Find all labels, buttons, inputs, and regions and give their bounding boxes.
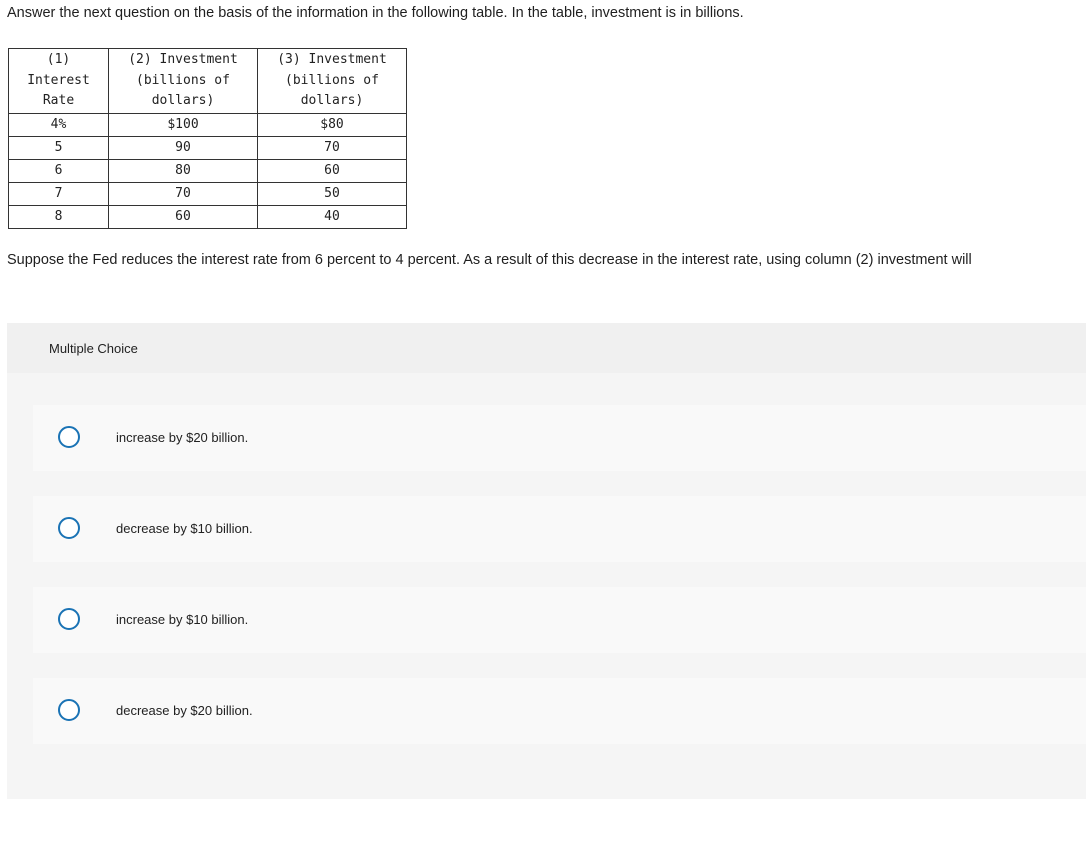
investment-table	[8, 48, 407, 229]
table-cell: 5	[9, 136, 109, 159]
table-cell: 6	[9, 159, 109, 182]
radio-button-icon[interactable]	[58, 426, 80, 448]
table-cell: 40	[258, 205, 407, 228]
table-header-row	[9, 49, 407, 114]
choice-option-3[interactable]	[33, 587, 1086, 653]
radio-button-icon[interactable]	[58, 608, 80, 630]
table-row	[9, 113, 407, 136]
choice-label[interactable]: increase by $20 billion.	[116, 430, 249, 445]
table-cell: 70	[109, 182, 258, 205]
table-cell: 4%	[9, 113, 109, 136]
multiple-choice-title: Multiple Choice	[49, 341, 138, 356]
header-interest-rate	[9, 49, 109, 114]
table-cell: 70	[258, 136, 407, 159]
choice-label[interactable]: increase by $10 billion.	[116, 612, 249, 627]
header-line: (billions of	[285, 72, 379, 88]
multiple-choice-header	[7, 323, 1086, 373]
table-cell: 8	[9, 205, 109, 228]
table-cell: 80	[109, 159, 258, 182]
table-cell: $80	[258, 113, 407, 136]
header-line: dollars)	[300, 93, 364, 108]
header-line: Rate	[42, 93, 75, 108]
header-line: (1)	[46, 52, 71, 67]
choice-label[interactable]: decrease by $20 billion.	[116, 703, 253, 718]
radio-button-icon[interactable]	[58, 517, 80, 539]
table-cell: 60	[109, 205, 258, 228]
header-investment-col3	[258, 49, 407, 114]
choice-option-4[interactable]	[33, 678, 1086, 744]
header-line: dollars)	[151, 93, 215, 108]
table-row	[9, 136, 407, 159]
table-row	[9, 182, 407, 205]
table-cell: 50	[258, 182, 407, 205]
choice-label[interactable]: decrease by $10 billion.	[116, 521, 253, 536]
radio-button-icon[interactable]	[58, 699, 80, 721]
table-row	[9, 159, 407, 182]
table-cell: 90	[109, 136, 258, 159]
header-line: Interest	[27, 72, 90, 88]
header-line: (3) Investment	[277, 52, 387, 67]
header-line: (billions of	[136, 72, 230, 88]
table-cell: 7	[9, 182, 109, 205]
table-row	[9, 205, 407, 228]
table-cell: 60	[258, 159, 407, 182]
header-line: (2) Investment	[128, 52, 238, 67]
intro-text: Answer the next question on the basis of the information in the following table. In the table, investment is in billions.	[7, 5, 744, 21]
multiple-choice-panel	[7, 323, 1086, 799]
header-investment-col2	[109, 49, 258, 114]
question-text: Suppose the Fed reduces the interest rate from 6 percent to 4 percent. As a result of this decrease in the interest rate, using column (2) investment will	[7, 252, 972, 268]
choice-option-2[interactable]	[33, 496, 1086, 562]
table-cell: $100	[109, 113, 258, 136]
choice-option-1[interactable]	[33, 405, 1086, 471]
